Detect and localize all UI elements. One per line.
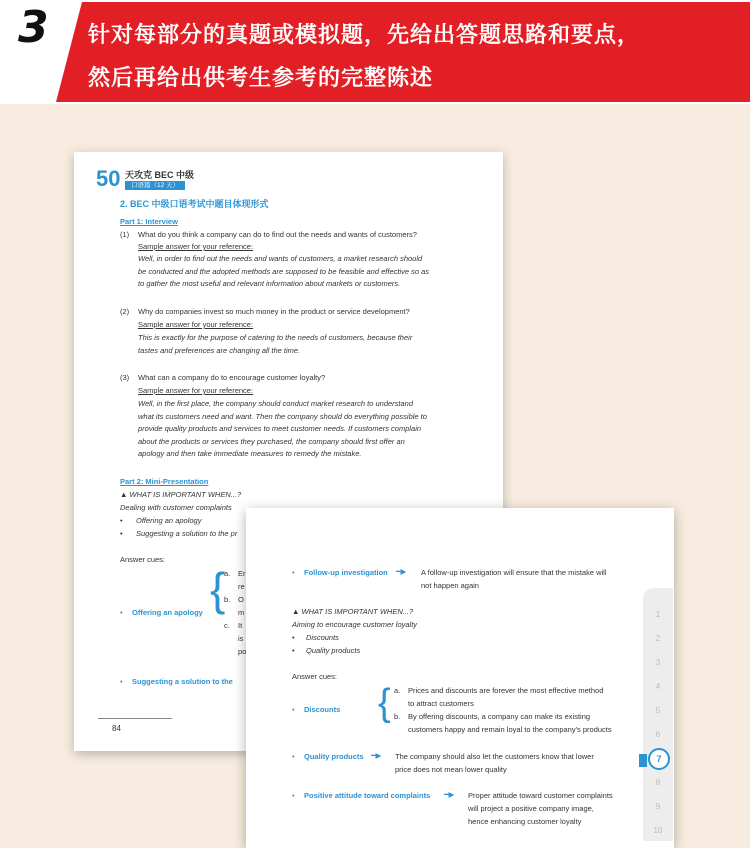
topic-subheading: Aiming to encourage customer loyalty [292, 620, 418, 629]
bullet-dot: • [120, 516, 123, 525]
bullet-item: Discounts [306, 633, 339, 642]
question-number: (3) [120, 373, 130, 382]
chapter-tab-strip [643, 588, 673, 841]
cue-fragment: O [238, 595, 244, 604]
question-text: What do you think a company can do to find out the needs and wants of customers? [138, 230, 417, 239]
cue-label-discounts: Discounts [304, 705, 341, 714]
cue-fragment: m [238, 608, 245, 617]
sample-answer [138, 398, 458, 461]
arrow-right-icon: ━▶ [444, 790, 455, 799]
page-number: 84 [112, 724, 121, 733]
answer-line: about the products or services they purchased, the company should first offer an [138, 436, 405, 446]
chapter-tab-6[interactable]: 6 [655, 730, 661, 739]
banner-number: 3 [18, 2, 47, 53]
cue-fragment: re [238, 582, 245, 591]
chapter-tab-1[interactable]: 1 [655, 610, 661, 619]
question-number: (2) [120, 307, 130, 316]
answer-cues-label: Answer cues: [120, 555, 166, 564]
answer-line: apology and then take immediate measures to remedy the mistake. [138, 449, 362, 459]
banner-line-2: 然后再给出供考生参考的完整陈述 [88, 66, 434, 91]
cue-text-line: A follow-up investigation will ensure that the mistake will [421, 568, 607, 577]
chapter-tab-7-active[interactable]: 7 [648, 748, 670, 770]
section-title: 2. BEC 中级口语考试中题目体现形式 [120, 199, 269, 209]
cue-text-line: Proper attitude toward customer complaints [468, 791, 613, 800]
answer-line: what its customers need and want. Then the company should do everything possible to [138, 411, 427, 421]
answer-line: be conducted and the adopted methods are supposed to be feasible and effective so as [138, 266, 430, 276]
cue-letter: a. [224, 569, 231, 578]
cue-text-line: to attract customers [408, 699, 474, 708]
cue-fragment: is [238, 634, 244, 643]
cue-text-line: price does not mean lower quality [395, 765, 507, 774]
bullet-dot: • [292, 646, 295, 655]
bullet-dot: • [292, 568, 295, 577]
cue-text-line: will project a positive company image, [468, 804, 594, 813]
sample-answer-label: Sample answer for your reference: [138, 386, 254, 395]
cue-fragment: Er [238, 569, 246, 578]
topic-subheading: Dealing with customer complaints [120, 503, 232, 512]
bullet-dot: • [120, 608, 123, 617]
bullet-dot: • [292, 705, 295, 714]
topic-heading: ▲ WHAT IS IMPORTANT WHEN...? [292, 607, 414, 616]
book-logo-title: 天攻克 BEC 中级 [125, 170, 195, 180]
answer-line: provide quality products and services to meet customer needs. If customers complain [138, 424, 422, 434]
book-logo-subtitle: 口语篇（12 天） [125, 181, 185, 190]
bullet-item: Offering an apology [136, 516, 202, 525]
sample-answer-label: Sample answer for your reference: [138, 320, 254, 329]
arrow-right-icon: ━▶ [396, 567, 407, 576]
question-number: (1) [120, 230, 130, 239]
bullet-dot: • [120, 529, 123, 538]
sample-answer [138, 332, 458, 357]
question-text: What can a company do to encourage customer loyalty? [138, 373, 326, 382]
bullet-dot: • [292, 791, 295, 800]
brace-icon: { [210, 563, 226, 615]
part2-title: Part 2: Mini-Presentation [120, 477, 209, 486]
banner-line-1: 针对每部分的真题或模拟题，先给出答题思路和要点， [88, 23, 641, 48]
cue-label-suggesting-solution: Suggesting a solution to the [132, 677, 233, 686]
cue-fragment: po [238, 647, 247, 656]
answer-cues-label: Answer cues: [292, 672, 338, 681]
cue-fragment: It [238, 621, 243, 630]
bullet-dot: • [292, 633, 295, 642]
cue-text-line: Prices and discounts are forever the most effective method [408, 686, 604, 695]
sample-answer-label: Sample answer for your reference: [138, 242, 254, 251]
cue-label-positive-attitude: Positive attitude toward complaints [304, 791, 431, 800]
chapter-tab-4[interactable]: 4 [655, 682, 661, 691]
bullet-item: Quality products [306, 646, 361, 655]
cue-letter: b. [224, 595, 231, 604]
topic-heading: ▲ WHAT IS IMPORTANT WHEN...? [120, 490, 242, 499]
bullet-dot: • [120, 677, 123, 686]
answer-line: Well, in the first place, the company should conduct market research to understand [138, 399, 414, 408]
cue-label-offering-apology: Offering an apology [132, 608, 203, 617]
cue-letter: a. [394, 686, 401, 695]
chapter-tab-9[interactable]: 9 [655, 802, 661, 811]
part1-title: Part 1: Interview [120, 217, 178, 226]
chapter-tab-8[interactable]: 8 [655, 778, 661, 787]
bullet-item: Suggesting a solution to the pr [136, 529, 238, 538]
cue-text-line: hence enhancing customer loyalty [468, 817, 582, 826]
cue-text-line: The company should also let the customers know that lower [395, 752, 594, 761]
tab-marker-icon [639, 754, 647, 767]
cue-text-line: not happen again [421, 581, 479, 590]
answer-line: This is exactly for the purpose of catering to the needs of customers, because their [138, 333, 413, 342]
sample-answer [138, 253, 458, 291]
answer-line: to gather the most useful and relevant information about markets or customers. [138, 279, 401, 289]
cue-text-line: By offering discounts, a company can make its existing [408, 712, 591, 721]
footer-divider [98, 718, 172, 719]
book-logo-number: 50 [96, 166, 121, 191]
chapter-tab-10[interactable]: 10 [653, 826, 663, 835]
brace-icon: { [378, 682, 391, 724]
answer-line: Well, in order to find out the needs and wants of customers, a market research should [138, 254, 423, 263]
cue-letter: c. [224, 621, 230, 630]
cue-text-line: customers happy and remain loyal to the company's products [408, 725, 612, 734]
chapter-tab-2[interactable]: 2 [655, 634, 661, 643]
cue-label-followup: Follow-up investigation [304, 568, 388, 577]
question-text: Why do companies invest so much money in the product or service development? [138, 307, 410, 316]
answer-line: tastes and preferences are changing all the time. [138, 345, 301, 355]
chapter-tab-5[interactable]: 5 [655, 706, 661, 715]
chapter-tab-3[interactable]: 3 [655, 658, 661, 667]
bullet-dot: • [292, 752, 295, 761]
front-page [246, 508, 674, 848]
arrow-right-icon: ━▶ [371, 751, 382, 760]
cue-letter: b. [394, 712, 401, 721]
cue-label-quality-products: Quality products [304, 752, 364, 761]
